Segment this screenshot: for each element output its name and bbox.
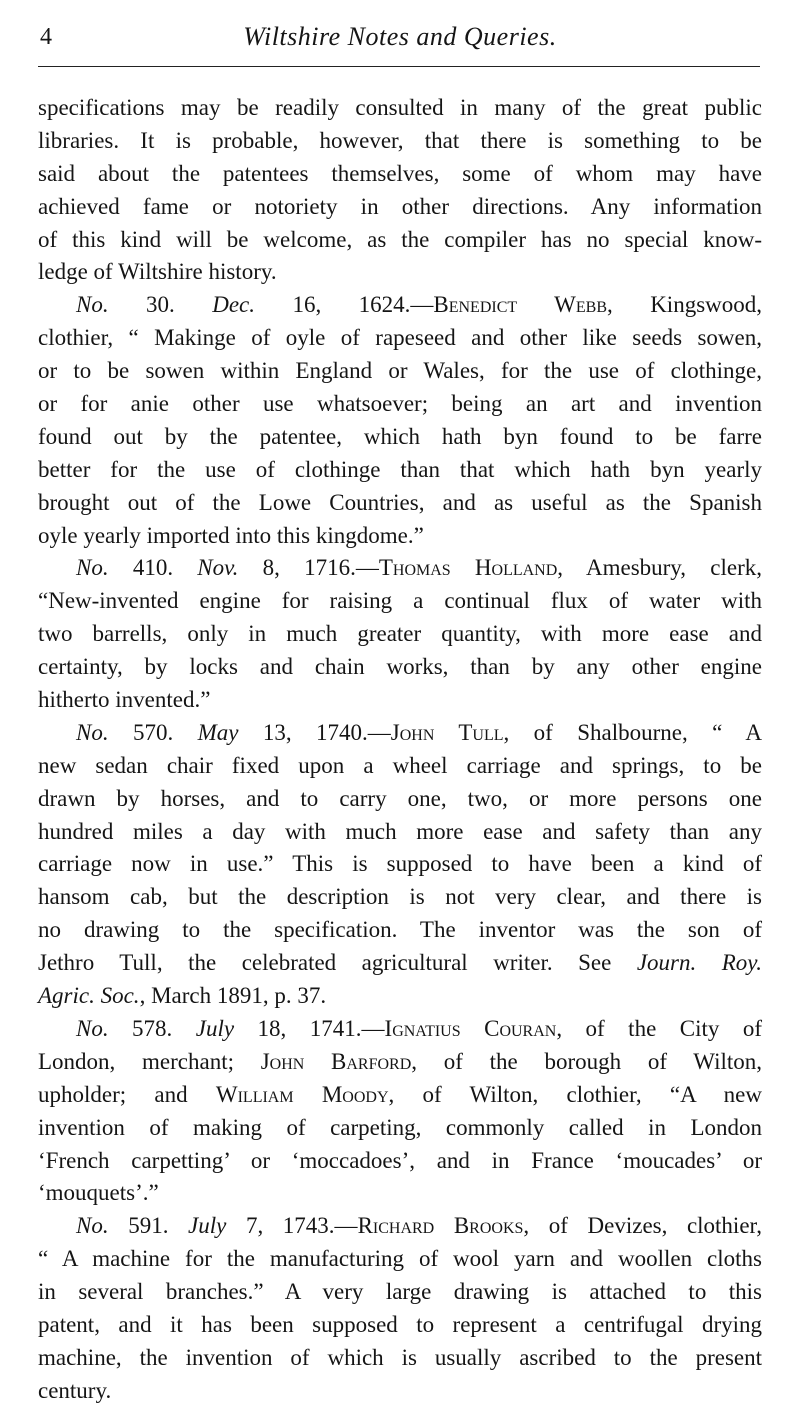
text-segment: carriage now in use.” This is supposed to have been a kind of [38,851,762,877]
text-segment: in several branches.” A very large drawing is attached to this [38,1279,762,1305]
text-segment: 7, 1743.— [226,1213,358,1239]
text-segment: libraries. It is probable, however, that there is something to be [38,127,762,153]
text-line [38,355,762,388]
text-segment: , of the borough of Wilton, [411,1048,762,1074]
text-segment: said about the patentees themselves, some of whom may have [38,160,762,186]
text-line [38,980,762,1013]
person-name: Ignatius Couran [384,1015,557,1041]
text-segment: 16, 1624.— [255,292,434,318]
text-line [38,1210,762,1243]
text-segment: 578. [108,1015,196,1041]
text-line [38,454,762,487]
text-line [38,1145,762,1178]
text-line [38,224,762,257]
person-name: Thomas Holland [378,555,558,581]
text-line [38,816,762,849]
text-segment: machine, the invention of which is usually ascribed to the present [38,1344,762,1370]
text-segment: better for the use of clothinge than that which hath byn yearly [38,456,762,482]
text-segment: 30. [108,292,213,318]
italic-text: Dec. [212,292,255,318]
person-name: Benedict Webb [433,292,607,318]
italic-text: No. [76,719,109,745]
text-line [38,1309,762,1342]
text-line [38,322,762,355]
text-segment: new sedan chair fixed upon a wheel carriage and springs, to be [38,752,762,778]
text-segment: found out by the patentee, which hath byn found to be farre [38,423,762,449]
text-segment: Jethro Tull, the celebrated agricultural writer. See [38,950,637,976]
person-name: John Tull [390,719,504,745]
italic-text: Nov. [197,555,239,581]
text-line [38,92,762,125]
text-segment: 591. [108,1213,189,1239]
person-name: John Barford [260,1048,412,1074]
italic-text: No. [76,292,109,318]
text-segment: 410. [108,555,198,581]
text-segment: or to be sowen within England or Wales, for the use of clothinge, [38,358,762,384]
text-segment: no drawing to the specification. The inventor was the son of [38,917,762,943]
text-line [38,1112,762,1145]
text-segment: , of Wilton, clothier, “A new [388,1081,762,1107]
text-line [38,1079,762,1112]
text-segment: 13, 1740.— [238,719,391,745]
text-line [38,717,762,750]
text-segment: clothier, “ Makinge of oyle of rapeseed and other like seeds sowen, [38,325,762,351]
text-segment: “New-invented engine for raising a continual flux of water with [38,588,762,614]
italic-text: No. [76,1213,109,1239]
text-segment: “ A machine for the manufacturing of wool yarn and woollen cloths [38,1246,762,1272]
text-line [38,618,762,651]
text-line [38,1177,762,1210]
text-line [38,1276,762,1309]
text-line [38,158,762,191]
text-segment: invention of making of carpeting, commonly called in London [38,1114,762,1140]
text-line [38,914,762,947]
text-line [38,388,762,421]
text-line [38,848,762,881]
text-segment: of this kind will be welcome, as the compiler has no special know- [38,226,762,252]
text-segment: 18, 1741.— [234,1015,385,1041]
italic-text: No. [76,1015,109,1041]
text-segment: , Kingswood, [607,292,762,318]
running-header [38,18,762,58]
text-line [38,1046,762,1079]
text-segment: two barrells, only in much greater quantity, with more ease and [38,621,762,647]
text-segment: drawn by horses, and to carry one, two, or more persons one [38,785,762,811]
text-line [38,750,762,783]
italic-text: May [197,719,239,745]
text-line [38,651,762,684]
person-name: Richard Brooks [357,1213,524,1239]
italic-text: July [188,1213,227,1239]
text-segment: hansom cab, but the description is not very clear, and there is [38,884,762,910]
text-segment: hundred miles a day with much more ease and safety than any [38,818,762,844]
text-segment: 570. [108,719,198,745]
text-line [38,1375,762,1408]
person-name: William Moody [215,1081,389,1107]
text-line [38,256,762,289]
running-title: Wiltshire Notes and Queries. [243,22,557,51]
text-segment: , March 1891, p. 37. [139,983,327,1009]
text-segment: achieved fame or notoriety in other directions. Any information [38,193,762,219]
text-segment: ledge of Wiltshire history. [38,259,277,285]
text-segment: patent, and it has been supposed to represent a centrifugal drying [38,1311,762,1337]
text-segment: or for anie other use whatsoever; being an art and invention [38,391,762,417]
text-segment: certainty, by locks and chain works, than by any other engine [38,654,762,680]
header-rule [38,66,760,67]
text-line [38,125,762,158]
text-segment: , of Shalbourne, “ A [503,719,763,745]
text-line [38,421,762,454]
text-line [38,881,762,914]
text-segment: ‘mouquets’.” [38,1180,159,1206]
text-segment: oyle yearly imported into this kingdome.” [38,522,424,548]
italic-text: July [195,1015,235,1041]
italic-text: No. [76,555,109,581]
text-segment: , Amesbury, clerk, [557,555,762,581]
text-line [38,191,762,224]
text-segment: London, merchant; [38,1048,261,1074]
text-line [38,1243,762,1276]
body-text [38,92,762,1408]
italic-text: Agric. Soc. [38,983,140,1009]
text-line [38,684,762,717]
text-segment: hitherto invented.” [38,687,211,713]
text-line [38,552,762,585]
text-line [38,487,762,520]
text-line [38,1342,762,1375]
text-line [38,1013,762,1046]
text-segment: specifications may be readily consulted in many of the great public [38,95,762,120]
text-segment: ‘French carpetting’ or ‘moccadoes’, and in France ‘moucades’ or [38,1147,762,1173]
text-line [38,289,762,322]
page-number: 4 [40,24,52,50]
text-line [38,520,762,553]
text-line [38,783,762,816]
text-segment: century. [38,1377,112,1403]
text-segment: brought out of the Lowe Countries, and as useful as the Spanish [38,489,762,515]
italic-text: Journ. Roy. [636,950,762,976]
text-line [38,585,762,618]
text-line [38,947,762,980]
text-segment: , of the City of [556,1015,762,1041]
text-segment: upholder; and [38,1081,216,1107]
text-segment: 8, 1716.— [238,555,379,581]
text-segment: , of Devizes, clothier, [523,1213,763,1239]
